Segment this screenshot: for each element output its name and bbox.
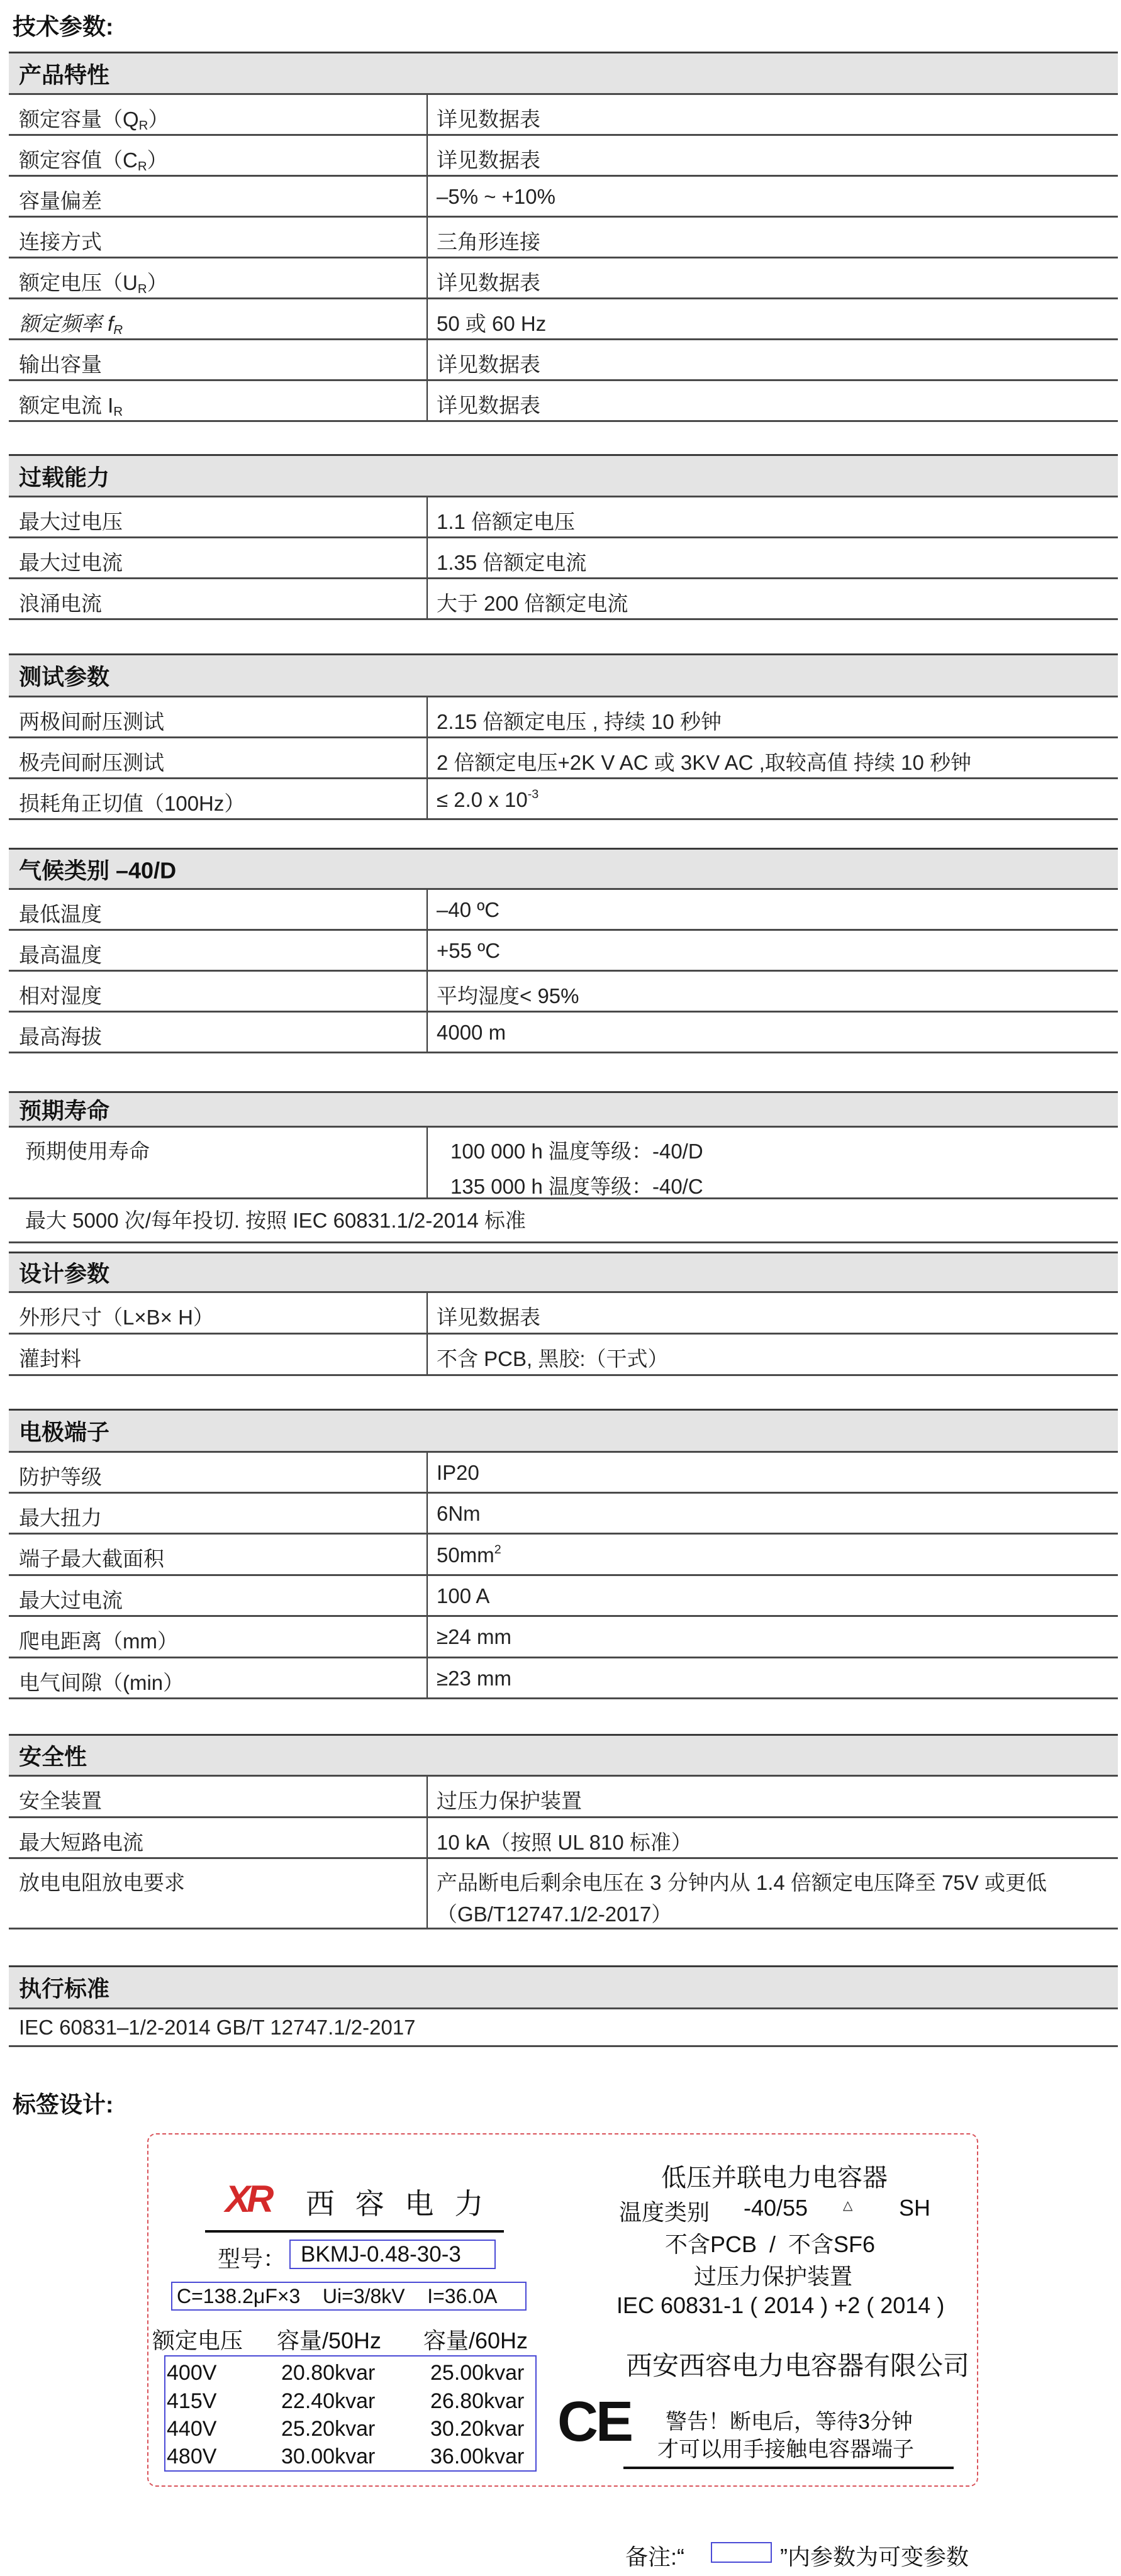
row-label-text: 容量偏差 <box>19 189 102 213</box>
row-value-line: （GB/T12747.1/2-2017） <box>437 1902 672 1926</box>
spec-section <box>9 52 1118 422</box>
row-label-text: 两极间耐压测试 <box>19 710 164 733</box>
row-value-text: 过压力保护装置 <box>437 1789 582 1813</box>
row-value-line: 135 000 h 温度等级：-40/C <box>450 1175 703 1198</box>
table-row <box>9 1013 1118 1053</box>
row-label-suffix: ） <box>147 148 168 172</box>
row-label-subscript: R <box>113 323 123 338</box>
table-row <box>9 931 1118 972</box>
spec-section <box>9 1734 1118 1929</box>
row-value-text: 1.1 倍额定电压 <box>437 510 576 533</box>
row-value <box>437 1584 489 1608</box>
section-header <box>9 1965 1118 2009</box>
table-row <box>9 1658 1118 1699</box>
column-divider <box>427 258 428 297</box>
column-divider <box>427 1576 428 1615</box>
column-divider <box>427 1777 428 1816</box>
column-divider <box>427 972 428 1011</box>
column-divider <box>427 299 428 338</box>
row-value <box>437 1343 669 1372</box>
section-header <box>9 52 1118 95</box>
rating-cell: 36.00kvar <box>430 2445 525 2468</box>
table-row <box>9 2009 1118 2047</box>
row-label <box>19 226 102 255</box>
spec-section <box>9 1252 1118 1376</box>
row-label <box>19 587 102 617</box>
section-header <box>9 1091 1118 1128</box>
section-title: 气候类别 –40/D <box>19 857 177 883</box>
row-value <box>437 547 586 576</box>
table-row <box>9 299 1118 340</box>
row-value <box>437 587 628 617</box>
row-value <box>437 348 540 378</box>
row-value <box>437 747 971 776</box>
section-title: 预期寿命 <box>19 1097 110 1124</box>
company-name: 西安西容电力电容器有限公司 <box>626 2351 970 2380</box>
row-value <box>437 1543 501 1567</box>
table-row <box>9 779 1118 820</box>
row-value <box>437 787 538 812</box>
row-label-text: 爬电距离（mm） <box>19 1629 178 1653</box>
row-label-text: 最低温度 <box>19 902 102 926</box>
column-divider <box>427 931 428 970</box>
row-value <box>437 226 540 255</box>
table-row <box>9 340 1118 381</box>
table-row <box>9 1199 1118 1243</box>
table-row <box>9 95 1118 136</box>
row-value <box>437 185 555 209</box>
row-value-text: 不含 PCB, 黑胶:（干式） <box>437 1347 669 1370</box>
row-label-text: 最大扭力 <box>19 1506 102 1530</box>
row-label-text: 灌封料 <box>19 1347 81 1370</box>
note-prefix: 备注:“ <box>625 2544 684 2570</box>
row-value <box>437 1826 692 1856</box>
row-label <box>19 1826 143 1856</box>
row-value-text: IP20 <box>437 1461 479 1484</box>
row-label-text: 预期使用寿命 <box>25 1140 150 1163</box>
row-value-text: +55 ºC <box>437 939 501 962</box>
section-title: 设计参数 <box>19 1260 110 1287</box>
row-value-line: 100 000 h 温度等级：-40/D <box>450 1140 703 1163</box>
column-divider <box>427 1859 428 1928</box>
row-label-text: 浪涌电流 <box>19 592 102 615</box>
row-value-text: –40 ºC <box>437 898 500 921</box>
row-value-text: 详见数据表 <box>437 108 540 131</box>
table-row <box>9 1859 1118 1929</box>
section-title: 测试参数 <box>19 663 110 690</box>
column-divider <box>427 497 428 536</box>
row-label-text: 额定电压（U <box>19 271 138 294</box>
row-value-text: 2 倍额定电压+2K V AC 或 3KV AC ,取较高值 持续 10 秒钟 <box>437 751 971 774</box>
spec-section <box>9 1409 1118 1699</box>
table-row <box>9 738 1118 779</box>
row-value <box>437 1021 506 1045</box>
protection-device: 过压力保护装置 <box>694 2263 853 2289</box>
brand-name: 西 容 电 力 <box>306 2187 490 2220</box>
row-label <box>19 1343 81 1372</box>
row-value-text: 1.35 倍额定电流 <box>437 551 587 574</box>
row-label-subscript: R <box>113 404 123 419</box>
row-value <box>437 1785 582 1814</box>
row-label <box>19 747 164 776</box>
row-label <box>19 308 123 338</box>
section-header <box>9 454 1118 497</box>
row-value-text: 50mm <box>437 1543 494 1567</box>
row-label-text: 损耗角正切值（100Hz） <box>19 792 245 815</box>
section-title: 安全性 <box>19 1743 87 1770</box>
row-value-text: ≤ 2.0 x 10 <box>437 787 528 811</box>
row-value <box>437 939 500 963</box>
row-full-text: 最大 5000 次/每年投切. 按照 IEC 60831.1/2-2014 标准 <box>25 1209 526 1232</box>
row-value <box>437 308 546 337</box>
row-label <box>19 1785 102 1814</box>
row-label-text: 安全装置 <box>19 1789 102 1813</box>
spec-section <box>9 653 1118 820</box>
column-divider <box>427 579 428 618</box>
row-value-text: ≥24 mm <box>437 1625 511 1648</box>
row-label <box>19 1021 102 1050</box>
table-row <box>9 177 1118 218</box>
col-header-60hz: 容量/60Hz <box>423 2328 528 2353</box>
row-value-text: 详见数据表 <box>437 1306 540 1329</box>
rating-cell: 30.20kvar <box>430 2417 525 2441</box>
row-label-text: 连接方式 <box>19 230 102 253</box>
column-divider <box>427 1535 428 1574</box>
row-label <box>19 898 102 928</box>
table-row <box>9 1494 1118 1535</box>
row-value-text: 平均湿度< 95% <box>437 984 579 1008</box>
section-title: 过载能力 <box>19 464 110 490</box>
row-label <box>19 389 123 419</box>
table-row <box>9 538 1118 579</box>
spec-section <box>9 454 1118 620</box>
column-divider <box>427 1494 428 1533</box>
rating-cell: 25.20kvar <box>281 2417 376 2441</box>
row-label-text: 输出容量 <box>19 353 102 376</box>
temp-class-label: 温度类别 <box>619 2199 710 2225</box>
no-pcb-sf6: 不含PCB / 不含SF6 <box>665 2231 876 2257</box>
row-label <box>19 348 102 378</box>
variable-param-box-sample <box>711 2542 772 2563</box>
temp-class-value: -40/55 <box>744 2195 808 2221</box>
row-label <box>19 103 169 133</box>
rating-cell: 440V <box>167 2417 217 2441</box>
model-label: 型号： <box>218 2246 286 2272</box>
row-label-subscript: R <box>138 118 148 133</box>
section-title: 执行标准 <box>19 1975 110 2002</box>
row-label <box>19 144 168 174</box>
col-header-50hz: 容量/50Hz <box>277 2328 382 2353</box>
column-divider <box>427 218 428 257</box>
page-title: 技术参数: <box>13 14 114 40</box>
column-divider <box>427 340 428 379</box>
row-label <box>19 506 123 535</box>
row-label-subscript: R <box>137 159 147 174</box>
table-row <box>9 890 1118 931</box>
row-value <box>437 144 540 174</box>
row-value-text: 4000 m <box>437 1021 506 1044</box>
rating-cell: 22.40kvar <box>281 2389 376 2413</box>
delta-connection-icon: △ <box>843 2199 853 2212</box>
row-value <box>437 1625 511 1649</box>
row-label-text: 最高温度 <box>19 943 102 967</box>
row-label <box>19 1543 164 1572</box>
row-label-suffix: ） <box>148 108 169 131</box>
column-divider <box>427 177 428 216</box>
row-label <box>25 1135 150 1165</box>
row-label-suffix: ） <box>147 271 168 294</box>
row-label <box>19 547 123 576</box>
row-label <box>19 980 102 1009</box>
row-label-text: 防护等级 <box>19 1465 102 1489</box>
row-value-text: 详见数据表 <box>437 271 540 294</box>
model-value: BKMJ-0.48-30-3 <box>301 2242 461 2267</box>
table-row <box>9 218 1118 258</box>
column-divider <box>427 697 428 736</box>
row-label <box>19 706 164 735</box>
warning-line-1: 警告！断电后，等待3分钟 <box>666 2410 913 2434</box>
row-value <box>437 1301 540 1331</box>
column-divider <box>427 1617 428 1657</box>
row-value-text: 10 kA（按照 UL 810 标准） <box>437 1831 692 1854</box>
section-header <box>9 1409 1118 1453</box>
column-divider <box>427 95 428 134</box>
column-divider <box>427 136 428 175</box>
row-label-text: 相对湿度 <box>19 984 102 1008</box>
row-value-text: 6Nm <box>437 1502 481 1525</box>
row-label-text: 端子最大截面积 <box>19 1547 164 1570</box>
spec-section <box>9 848 1118 1053</box>
row-label <box>19 1301 214 1331</box>
brand-logo: XR <box>225 2178 270 2220</box>
row-value <box>437 706 722 735</box>
col-header-voltage: 额定电压 <box>152 2328 243 2353</box>
table-row <box>9 972 1118 1013</box>
standard: IEC 60831-1 ( 2014 ) +2 ( 2014 ) <box>616 2292 945 2318</box>
rating-cell: 25.00kvar <box>430 2361 525 2385</box>
rating-cell: 415V <box>167 2389 217 2413</box>
row-value-text: 大于 200 倍额定电流 <box>437 592 628 615</box>
rating-cell: 26.80kvar <box>430 2389 525 2413</box>
rating-cell: 30.00kvar <box>281 2445 376 2468</box>
row-value <box>437 898 499 922</box>
table-row <box>9 497 1118 538</box>
section-title: 电极端子 <box>19 1419 110 1445</box>
type-code: SH <box>899 2195 931 2221</box>
row-label-text: 极壳间耐压测试 <box>19 751 164 774</box>
column-divider <box>427 738 428 777</box>
row-label-text: 最高海拔 <box>19 1025 102 1048</box>
row-label <box>19 939 102 969</box>
table-row <box>9 1335 1118 1376</box>
row-label-subscript: R <box>137 282 147 297</box>
row-value-text: 2.15 倍额定电压 , 持续 10 秒钟 <box>437 710 722 733</box>
section-header <box>9 1252 1118 1293</box>
section-header <box>9 1734 1118 1777</box>
table-row <box>9 136 1118 177</box>
row-label-text: 放电电阻放电要求 <box>19 1871 185 1894</box>
row-value-text: 详见数据表 <box>437 353 540 376</box>
table-row <box>9 1453 1118 1494</box>
row-value-text: 详见数据表 <box>437 394 540 417</box>
row-value-text: 100 A <box>437 1584 490 1607</box>
row-label <box>19 1667 184 1696</box>
row-label-text: 最大过电流 <box>19 1589 123 1612</box>
row-label-text: 电气间隙（(min） <box>19 1671 184 1694</box>
product-name: 低压并联电力电容器 <box>661 2164 888 2192</box>
row-value-line: 产品断电后剩余电压在 3 分钟内从 1.4 倍额定电压降至 75V 或更低 <box>437 1871 1047 1894</box>
rating-cell: 20.80kvar <box>281 2361 376 2385</box>
table-row <box>9 697 1118 738</box>
column-divider <box>427 1818 428 1857</box>
row-label <box>19 787 245 817</box>
row-value-text: –5% ~ +10% <box>437 185 555 208</box>
spec-section <box>9 1091 1118 1243</box>
row-label-text: 额定容值（C <box>19 148 138 172</box>
row-label <box>19 185 102 214</box>
table-row <box>9 1128 1118 1199</box>
row-label-text: 额定容量（Q <box>19 108 139 131</box>
row-value <box>437 1667 511 1690</box>
row-label <box>19 1584 123 1614</box>
table-row <box>9 258 1118 299</box>
warning-line-2: 才可以用手接触电容器端子 <box>657 2438 914 2462</box>
row-label <box>19 1502 102 1531</box>
spec-section <box>9 1965 1118 2047</box>
column-divider <box>427 1658 428 1697</box>
row-label <box>19 267 168 297</box>
row-value <box>437 389 540 419</box>
row-value <box>437 506 575 535</box>
table-row <box>9 381 1118 422</box>
row-value-text: 三角形连接 <box>437 230 540 253</box>
row-label <box>19 1461 102 1491</box>
row-label <box>19 1867 185 1896</box>
table-row <box>9 1777 1118 1818</box>
row-value-superscript: -3 <box>527 787 539 801</box>
column-divider <box>427 1293 428 1333</box>
label-design-heading: 标签设计: <box>13 2092 114 2118</box>
row-value <box>437 103 540 133</box>
section-header <box>9 653 1118 697</box>
row-value <box>437 267 540 296</box>
column-divider <box>427 890 428 929</box>
row-value-superscript: 2 <box>494 1543 501 1557</box>
column-divider <box>427 381 428 420</box>
table-row <box>9 1293 1118 1335</box>
rating-cell: 400V <box>167 2361 217 2385</box>
row-label-text: 额定频率 f <box>19 312 114 335</box>
row-label-text: 外形尺寸（L×B× H） <box>19 1306 214 1329</box>
column-divider <box>427 1453 428 1492</box>
row-value-text: 详见数据表 <box>437 148 540 172</box>
table-row <box>9 1818 1118 1859</box>
section-header <box>9 848 1118 890</box>
column-divider <box>427 1013 428 1052</box>
row-label-text: 最大短路电流 <box>19 1831 143 1854</box>
note-suffix: ”内参数为可变参数 <box>780 2544 969 2570</box>
column-divider <box>427 1335 428 1374</box>
warning-underline <box>623 2467 954 2469</box>
row-label-text: 最大过电流 <box>19 551 123 574</box>
section-title: 产品特性 <box>19 62 110 87</box>
table-row <box>9 1617 1118 1658</box>
table-row <box>9 1576 1118 1617</box>
column-divider <box>427 779 428 818</box>
row-value <box>437 980 579 1009</box>
row-value <box>437 1461 479 1485</box>
table-row <box>9 1535 1118 1576</box>
spec-line: C=138.2μF×3 Ui=3/8kV I=36.0A <box>177 2285 498 2307</box>
ce-mark-icon: CE <box>557 2390 632 2453</box>
row-label <box>19 1625 178 1655</box>
table-row <box>9 579 1118 620</box>
column-divider <box>427 1128 428 1197</box>
brand-underline <box>205 2230 504 2233</box>
row-label-text: 额定电流 I <box>19 394 114 417</box>
row-label-text: 最大过电压 <box>19 510 123 533</box>
row-full-text: IEC 60831–1/2-2014 GB/T 12747.1/2-2017 <box>19 2016 416 2039</box>
rating-cell: 480V <box>167 2445 217 2468</box>
row-value <box>437 1502 481 1526</box>
row-value-text: ≥23 mm <box>437 1667 511 1690</box>
column-divider <box>427 538 428 577</box>
row-value-text: 50 或 60 Hz <box>437 312 547 335</box>
